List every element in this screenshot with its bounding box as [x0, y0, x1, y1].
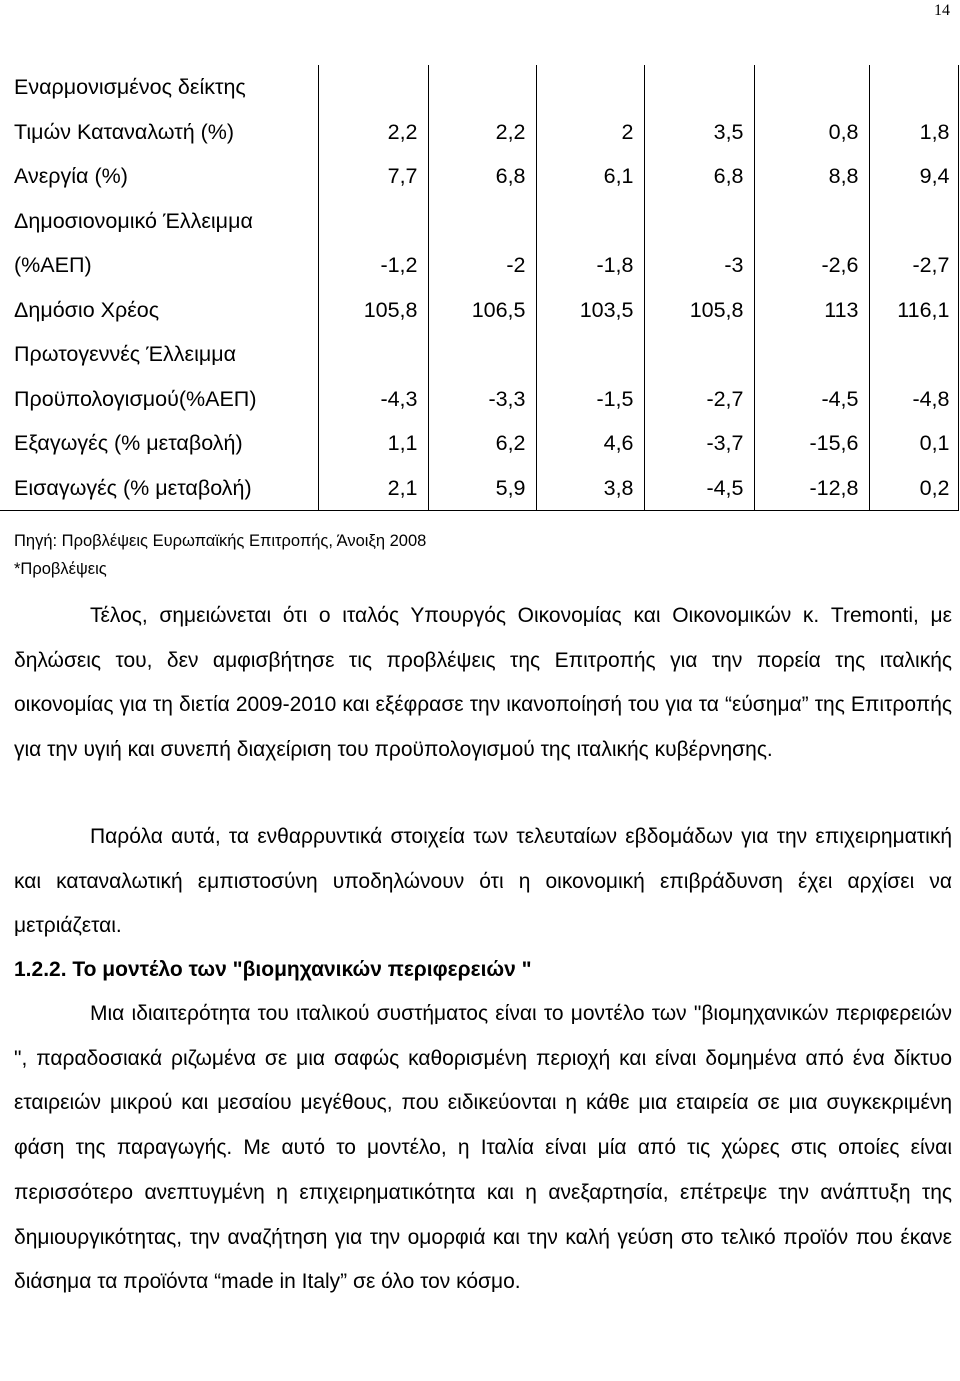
row-label — [0, 288, 318, 333]
table-cell — [869, 421, 958, 466]
row-label — [0, 332, 318, 421]
table-cell — [869, 199, 958, 288]
table-row — [0, 154, 958, 199]
cell-value: -2 — [506, 253, 526, 277]
row-label — [0, 65, 318, 154]
cell-value: 6,8 — [713, 164, 744, 188]
table-cell — [318, 199, 428, 288]
table-cell — [754, 288, 869, 333]
row-label — [0, 199, 318, 288]
row-label-line: (%ΑΕΠ) — [14, 253, 92, 277]
table-cell — [318, 288, 428, 333]
cell-value: -3,7 — [706, 431, 744, 455]
cell-value: 0,1 — [919, 431, 950, 455]
table-cell — [428, 199, 536, 288]
cell-value: 116,1 — [897, 297, 950, 322]
cell-value: -2,7 — [706, 386, 744, 411]
table-cell — [644, 288, 754, 333]
table-row — [0, 332, 958, 421]
forecast-footnote: *Προβλέψεις — [14, 560, 107, 578]
table-cell — [318, 154, 428, 199]
row-label-line: Πρωτογεννές Έλλειμμα — [14, 342, 237, 366]
row-label — [0, 421, 318, 466]
table-row — [0, 421, 958, 466]
table-cell — [869, 288, 958, 333]
table-cell — [318, 332, 428, 421]
table-cell — [644, 421, 754, 466]
table-row — [0, 288, 958, 333]
table-cell — [318, 466, 428, 511]
table-cell — [869, 65, 958, 154]
cell-value: 6,2 — [495, 431, 526, 455]
cell-value: -3,3 — [488, 386, 526, 411]
table-cell — [536, 199, 644, 288]
table-cell — [644, 65, 754, 154]
table-cell — [536, 154, 644, 199]
cell-value: 2 — [621, 119, 634, 144]
table-cell — [869, 466, 958, 511]
cell-value: 105,8 — [363, 297, 418, 322]
cell-value: -12,8 — [809, 475, 859, 500]
cell-value: 5,9 — [495, 475, 526, 500]
cell-value: 0,2 — [919, 475, 950, 500]
cell-value: 103,5 — [579, 297, 634, 322]
table-cell — [428, 332, 536, 421]
row-label-line: Εξαγωγές (% μεταβολή) — [14, 431, 243, 455]
table-cell — [644, 154, 754, 199]
table-cell — [644, 199, 754, 288]
cell-value: 7,7 — [387, 164, 418, 188]
cell-value: 4,6 — [603, 431, 634, 455]
cell-value: 6,1 — [603, 164, 634, 188]
cell-value: 113 — [824, 297, 859, 322]
table-cell — [536, 421, 644, 466]
table-cell — [869, 332, 958, 421]
cell-value: -1,8 — [596, 253, 634, 277]
table-cell — [754, 332, 869, 421]
cell-value: 3,8 — [603, 475, 634, 500]
table-cell — [428, 466, 536, 511]
cell-value: -1,2 — [380, 253, 418, 277]
paragraph-confidence: Παρόλα αυτά, τα ενθαρρυντικά στοιχεία των τελευταίων εβδομάδων για την επιχειρηματική και καταναλωτική εμπιστοσύνη υποδηλώνουν ότι η οικονομική επιβράδυνση έχει αρχίσει να μετριάζεται. — [14, 825, 952, 938]
cell-value: -4,3 — [380, 386, 418, 411]
cell-value: 106,5 — [471, 297, 526, 322]
table-cell — [428, 154, 536, 199]
paragraph-industrial-districts: Μια ιδιαιτερότητα του ιταλικού συστήματος είναι το μοντέλο των "βιομηχανικών περιφερειών ", παραδοσιακά ριζωμένα σε μια σαφώς καθορισμένη περιοχή και είναι δομημένα από ένα δίκτυο εταιρειών μικρού και μεσαίου μεγέθους, που ειδικεύονται η κάθε μια εταιρεία σε μια συγκεκριμένη φάση της παραγωγής. Με αυτό το μοντέλο, η Ιταλία είναι μία από τις χώρες στις οποίες είναι περισσότερο ανεπτυγμένη η επιχειρηματικότητα και η ανεξαρτησία, επέτρεψε την ανάπτυξη της δημιουργικότητας, την αναζήτηση για την ομορφιά και την καλή γεύση στο τελικό προϊόν που έκανε διάσημα τα προϊόντα “made in Italy” σε όλο τον κόσμο. — [14, 1002, 952, 1294]
cell-value: 6,8 — [495, 164, 526, 188]
row-label — [0, 154, 318, 199]
table-cell — [754, 154, 869, 199]
cell-value: 3,5 — [713, 119, 744, 144]
cell-value: 8,8 — [828, 164, 859, 188]
source-note — [14, 527, 426, 583]
cell-value: -4,5 — [821, 386, 859, 411]
table-cell — [644, 466, 754, 511]
table-cell — [536, 466, 644, 511]
cell-value: 1,1 — [387, 431, 418, 455]
cell-value: -15,6 — [809, 431, 859, 455]
table-cell — [428, 421, 536, 466]
table-cell — [318, 65, 428, 154]
cell-value: -2,6 — [821, 253, 859, 277]
page-number: 14 — [934, 2, 950, 19]
cell-value: 1,8 — [919, 119, 950, 144]
table-cell — [536, 288, 644, 333]
cell-value: -4,8 — [912, 386, 950, 411]
table-cell — [754, 65, 869, 154]
cell-value: 0,8 — [828, 119, 859, 144]
row-label-line: Δημοσιονομικό Έλλειμμα — [14, 208, 253, 233]
cell-value: 2,2 — [495, 119, 526, 144]
table-cell — [869, 154, 958, 199]
cell-value: -2,7 — [912, 253, 950, 277]
row-label-line: Δημόσιο Χρέος — [14, 297, 160, 322]
source-line: Πηγή: Προβλέψεις Ευρωπαϊκής Επιτροπής, Άνοιξη 2008 — [14, 532, 427, 550]
row-label — [0, 466, 318, 511]
table-cell — [536, 332, 644, 421]
cell-value: 9,4 — [919, 164, 950, 188]
paragraph-tremonti: Τέλος, σημειώνεται ότι ο ιταλός Υπουργός Οικονομίας και Οικονομικών κ. Tremonti, με δηλώσεις του, δεν αμφισβήτησε τις προβλέψεις της Επιτροπής για την πορεία της ιταλικής οικονομίας για τη διετία 2009-2010 και εξέφρασε την ικανοποίησή του για τα “εύσημα” της Επιτροπής για την υγιή και συνεπή διαχείριση του προϋπολογισμού της ιταλικής κυβέρνησης. — [14, 604, 952, 762]
cell-value: -3 — [724, 253, 744, 277]
cell-value: 2,1 — [387, 475, 418, 500]
table-cell — [536, 65, 644, 154]
table-cell — [644, 332, 754, 421]
table-row — [0, 466, 958, 511]
row-label-line: Τιμών Καταναλωτή (%) — [14, 119, 235, 144]
table-body — [0, 65, 958, 511]
section-heading: 1.2.2. Το μοντέλο των "βιομηχανικών περιφερειών " — [14, 958, 532, 981]
table-cell — [754, 466, 869, 511]
economic-indicators-table — [0, 65, 959, 511]
row-label-line: Εναρμονισμένος δείκτης — [14, 75, 246, 99]
table-cell — [754, 421, 869, 466]
table-cell — [428, 65, 536, 154]
table-cell — [428, 288, 536, 333]
row-label-line: Προϋπολογισμού(%ΑΕΠ) — [14, 386, 257, 411]
table-cell — [318, 421, 428, 466]
cell-value: -1,5 — [596, 386, 634, 411]
cell-value: -4,5 — [706, 475, 744, 500]
table-row — [0, 65, 958, 154]
table-row — [0, 199, 958, 288]
row-label-line: Εισαγωγές (% μεταβολή) — [14, 475, 252, 500]
row-label-line: Ανεργία (%) — [14, 164, 128, 188]
table-cell — [754, 199, 869, 288]
cell-value: 105,8 — [689, 297, 744, 322]
cell-value: 2,2 — [387, 119, 418, 144]
